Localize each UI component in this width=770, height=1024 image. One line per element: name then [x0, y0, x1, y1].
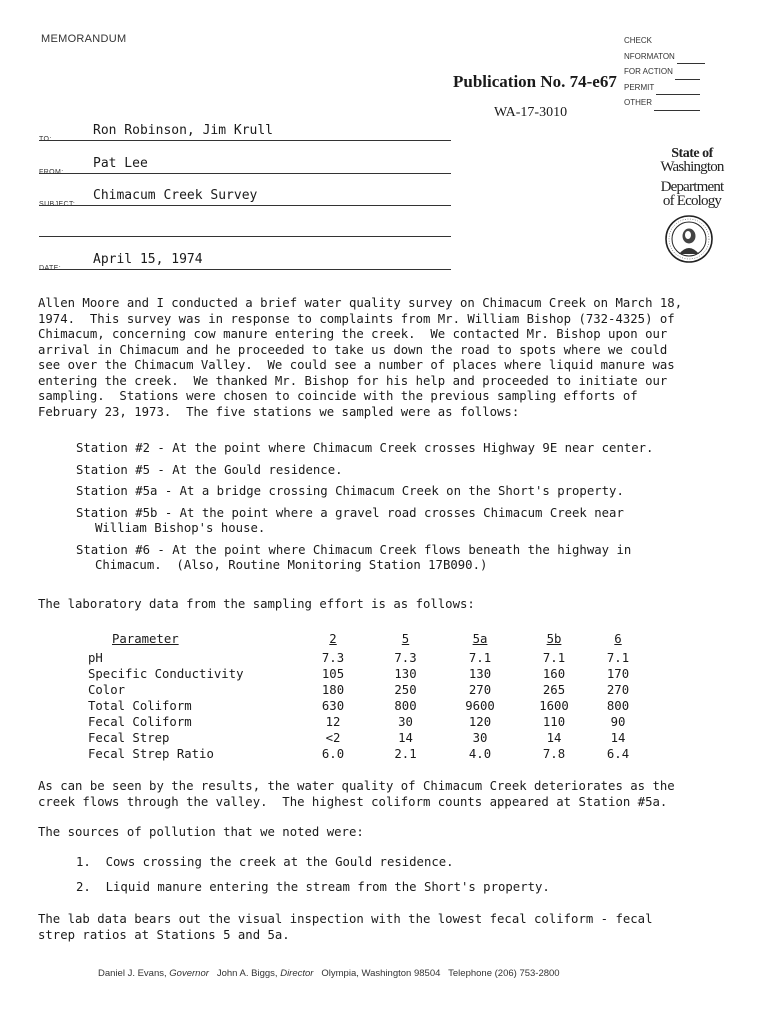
value-cell: 7.1 [468, 651, 492, 665]
value-cell: 1600 [539, 699, 569, 713]
footer-director-name: John A. Biggs, [216, 968, 278, 979]
value-cell: 30 [398, 715, 413, 729]
value-cell: 800 [394, 699, 417, 713]
table-row [74, 698, 646, 714]
logo-line-1: State of [671, 146, 713, 161]
date-label: DATE: [39, 265, 62, 272]
checklist-item-permit: PERMIT [624, 80, 705, 96]
value-cell: 800 [606, 699, 630, 713]
value-cell: 110 [542, 715, 566, 729]
checklist-item-check: CHECK [624, 36, 653, 45]
table-row [74, 650, 646, 666]
value-cell: 2.1 [394, 747, 417, 761]
header-station-2: 2 [329, 632, 337, 646]
table-header-row [74, 631, 646, 650]
sources-intro: The sources of pollution that we noted were: [38, 825, 364, 839]
value-cell: 30 [472, 731, 488, 745]
table-row [74, 730, 646, 746]
from-label: FROM: [39, 169, 64, 176]
table-row [74, 666, 646, 682]
from-field [39, 154, 451, 174]
subject-label: SUBJECT: [39, 201, 76, 208]
publication-number: Publication No. 74-e67 [453, 72, 617, 91]
subject-value: Chimacum Creek Survey [93, 188, 258, 203]
blank-field [39, 217, 451, 237]
parameter-cell: Fecal Strep Ratio [88, 747, 214, 761]
memorandum-label: MEMORANDUM [41, 33, 127, 45]
routing-checklist [624, 33, 705, 111]
station-list [76, 441, 653, 580]
from-value: Pat Lee [93, 156, 148, 171]
station-item: Station #2 - At the point where Chimacum Creek crosses Highway 9E near center. [76, 441, 654, 455]
wa-number: WA-17-3010 [494, 105, 568, 120]
header-station-5: 5 [401, 632, 410, 646]
station-item: Station #5 - At the Gould residence. [76, 462, 343, 477]
sources-list [76, 855, 550, 904]
value-cell: 7.1 [606, 651, 630, 665]
value-cell: 120 [468, 715, 492, 729]
footer-director-title: Director [280, 968, 314, 979]
conclusion-paragraph: The lab data bears out the visual inspection with the lowest fecal coliform - fecal strep ratios at Stations 5 and 5a. [38, 912, 653, 942]
to-field [39, 121, 451, 141]
footer-governor-name: Daniel J. Evans, [98, 968, 167, 979]
value-cell: 250 [394, 683, 417, 697]
intro-paragraph: Allen Moore and I conducted a brief water quality survey on Chimacum Creek on March 18, 1974. This survey was in response to complaints from Mr. William Bishop (732-4325) of Chimacum, concerning cow manure entering the creek. We contacted Mr. Bishop upon our arrival in Chimacum and he proceeded to take us down the road to spots where we could see over the Chimacum Valley. We could see a number of places where liquid manure was entering the creek. We thanked Mr. Bishop for his help and proceeded to initiate our sampling. Stations were chosen to coincide with the previous sampling efforts of February 23, 1973. The five stations we sampled were as follows: [38, 296, 683, 419]
value-cell: 7.8 [542, 747, 566, 761]
station-item: Station #5a - At a bridge crossing Chimacum Creek on the Short's property. [76, 484, 624, 498]
date-field [39, 250, 451, 270]
value-cell: 160 [542, 667, 566, 681]
ecology-logo [642, 148, 742, 208]
parameter-cell: Total Coliform [88, 699, 192, 713]
list-item: 2. Liquid manure entering the stream from the Short's property. [76, 879, 550, 894]
parameter-cell: Color [88, 683, 126, 697]
parameter-cell: Specific Conductivity [88, 667, 244, 681]
value-cell: 7.3 [321, 651, 345, 665]
footer-phone: Telephone (206) 753-2800 [448, 968, 560, 979]
value-cell: 4.0 [468, 747, 492, 761]
logo-line-4: of Ecology [662, 193, 722, 209]
value-cell: 14 [546, 731, 562, 745]
value-cell: 90 [610, 715, 626, 729]
checklist-item-for-action: FOR ACTION [624, 64, 705, 80]
value-cell: 270 [468, 683, 492, 697]
station-item: Station #6 - At the point where Chimacum Creek flows beneath the highway in Chimacum. (Also, Routine Monitoring Station 17B090.) [76, 542, 632, 572]
value-cell: 170 [606, 667, 630, 681]
parameter-cell: pH [88, 651, 103, 665]
lab-data-intro: The laboratory data from the sampling effort is as follows: [38, 597, 475, 611]
value-cell: 180 [321, 683, 345, 697]
letterhead-footer [98, 968, 560, 979]
logo-line-2: Washington [660, 159, 724, 175]
checklist-item-information: NFORMATON [624, 49, 705, 65]
logo-line-3: Department [660, 179, 724, 195]
checklist-item-other: OTHER [624, 95, 705, 111]
list-item: 1. Cows crossing the creek at the Gould residence. [76, 855, 454, 869]
parameter-cell: Fecal Strep [88, 731, 170, 745]
footer-address: Olympia, Washington 98504 [321, 968, 441, 979]
date-value: April 15, 1974 [93, 252, 203, 267]
value-cell: 14 [398, 731, 413, 745]
value-cell: 14 [610, 731, 626, 745]
state-seal-icon [664, 214, 714, 264]
to-label: TO: [39, 136, 52, 143]
value-cell: 265 [542, 683, 566, 697]
header-station-5b: 5b [546, 632, 562, 646]
header-parameter: Parameter [112, 632, 179, 646]
table-row [74, 682, 646, 698]
value-cell: <2 [325, 731, 341, 745]
value-cell: 9600 [465, 699, 495, 713]
value-cell: 6.0 [321, 747, 345, 761]
table-row [74, 746, 646, 762]
value-cell: 130 [394, 667, 417, 681]
value-cell: 6.4 [606, 747, 630, 761]
value-cell: 270 [606, 683, 630, 697]
value-cell: 12 [325, 715, 341, 729]
table-row [74, 714, 646, 730]
footer-governor-title: Governor [169, 968, 209, 979]
value-cell: 630 [321, 699, 345, 713]
subject-field [39, 186, 451, 206]
parameter-cell: Fecal Coliform [88, 715, 192, 729]
header-station-5a: 5a [472, 632, 488, 646]
header-station-6: 6 [614, 632, 622, 646]
lab-data-table [74, 631, 646, 762]
value-cell: 130 [468, 667, 492, 681]
to-value: Ron Robinson, Jim Krull [93, 123, 274, 138]
value-cell: 105 [321, 667, 345, 681]
value-cell: 7.1 [542, 651, 566, 665]
value-cell: 7.3 [394, 651, 417, 665]
results-paragraph: As can be seen by the results, the water quality of Chimacum Creek deteriorates as the creek flows through the valley. The highest coliform counts appeared at Station #5a. [38, 779, 675, 809]
station-item: Station #5b - At the point where a gravel road crosses Chimacum Creek near William Bishop's house. [76, 505, 624, 535]
